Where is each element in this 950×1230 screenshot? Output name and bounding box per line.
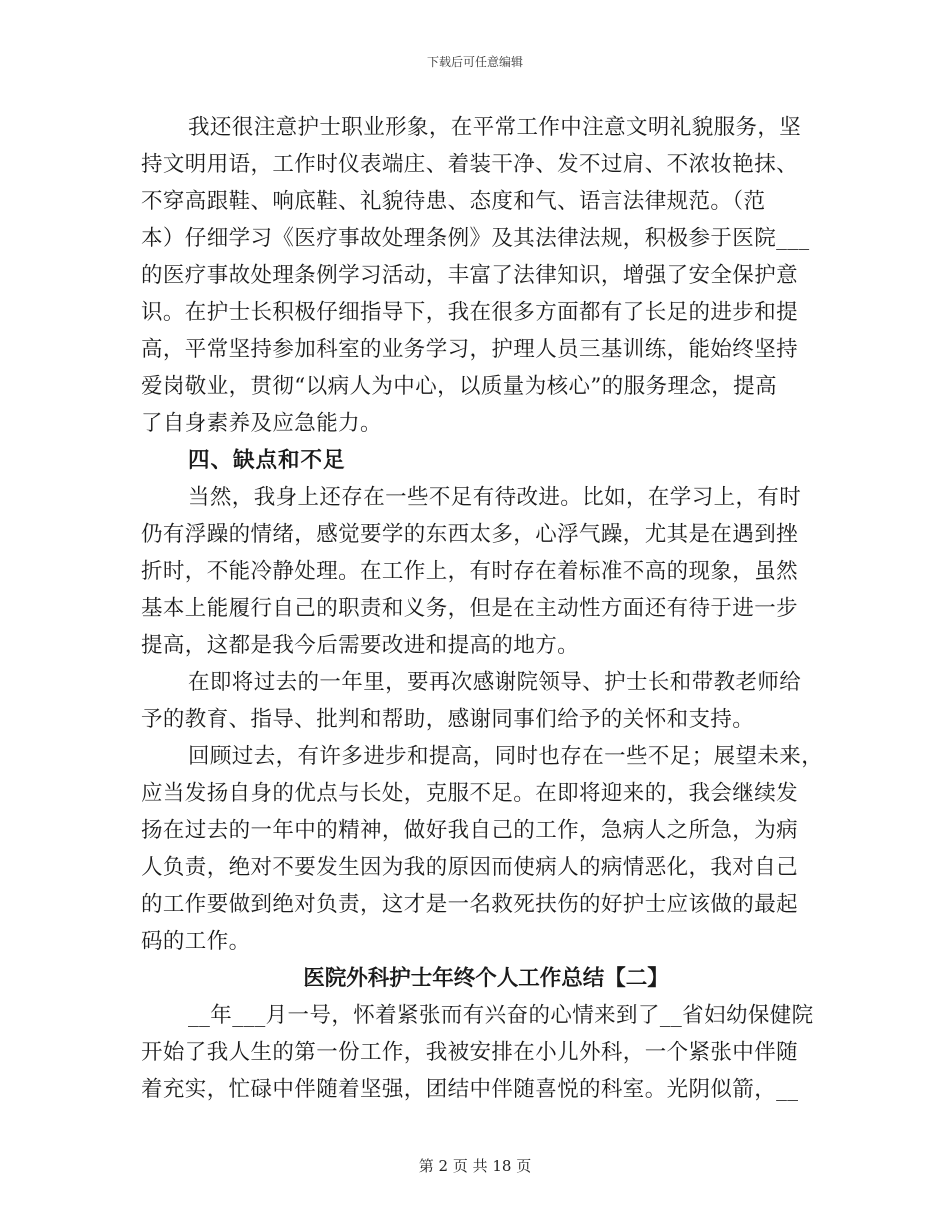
text-line: 人负责，绝对不要发生因为我的原因而使病人的病情恶化，我对自己 xyxy=(141,855,799,880)
text-line: 不穿高跟鞋、响底鞋、礼貌待患、态度和气、语言法律规范。（范 xyxy=(141,189,766,214)
text-line: 着充实，忙碌中伴随着坚强，团结中伴随喜悦的科室。光阴似箭，__ xyxy=(141,1077,799,1102)
text-line: 的工作要做到绝对负责，这才是一名救死扶伤的好护士应该做的最起 xyxy=(141,892,799,917)
paragraph-thanks xyxy=(141,664,811,738)
text-line: 当然，我身上还存在一些不足有待改进。比如，在学习上，有时 xyxy=(188,485,802,510)
text-line: 爱岗敬业，贯彻“以病人为中心，以质量为核心”的服务理念，提高 xyxy=(141,374,777,399)
text-line: 回顾过去，有许多进步和提高，同时也存在一些不足；展望未来， xyxy=(188,744,824,769)
section-title: 医院外科护士年终个人工作总结【二】 xyxy=(303,966,669,991)
text-line: 在即将过去的一年里，要再次感谢院领导、护士长和带教老师给 xyxy=(188,670,802,695)
text-line: 了自身素养及应急能力。 xyxy=(141,411,382,436)
text-line: 开始了我人生的第一份工作，我被安排在小儿外科，一个紧张中伴随 xyxy=(141,1040,799,1065)
paragraph-shortcomings xyxy=(141,479,811,664)
text-line: 扬在过去的一年中的精神，做好我自己的工作，急病人之所急，为病 xyxy=(141,818,799,843)
document-body xyxy=(141,109,824,1108)
paragraph-outlook xyxy=(141,738,824,960)
text-line: 的医疗事故处理条例学习活动，丰富了法律知识，增强了安全保护意 xyxy=(141,263,799,288)
text-line: 持文明用语，工作时仪表端庄、着装干净、发不过肩、不浓妆艳抹、 xyxy=(141,152,799,177)
text-line: 应当发扬自身的优点与长处，克服不足。在即将迎来的，我会继续发 xyxy=(141,781,799,806)
paragraph-professional-image xyxy=(141,109,811,442)
text-line: 我还很注意护士职业形象，在平常工作中注意文明礼貌服务，坚 xyxy=(188,115,802,140)
paragraph-intro-two xyxy=(141,997,814,1108)
page-number: 第 2 页 共 18 页 xyxy=(418,1157,532,1175)
text-line: 基本上能履行自己的职责和义务，但是在主动性方面还有待于进一步 xyxy=(141,596,799,621)
text-line: 高，平常坚持参加科室的业务学习，护理人员三基训练，能始终坚持 xyxy=(141,337,799,362)
text-line: 予的教育、指导、批判和帮助，感谢同事们给予的关怀和支持。 xyxy=(141,707,755,732)
text-line: 折时，不能冷静处理。在工作上，有时存在着标准不高的现象，虽然 xyxy=(141,559,799,584)
text-line: 识。在护士长积极仔细指导下，我在很多方面都有了长足的进步和提 xyxy=(141,300,799,325)
text-line: 仍有浮躁的情绪，感觉要学的东西太多，心浮气躁，尤其是在遇到挫 xyxy=(141,522,799,547)
header-note: 下载后可任意编辑 xyxy=(426,55,523,69)
text-line: 码的工作。 xyxy=(141,929,251,954)
text-line: 本）仔细学习《医疗事故处理条例》及其法律法规，积极参于医院___ xyxy=(141,226,810,251)
text-line: __年___月一号，怀着紧张而有兴奋的心情来到了__省妇幼保健院 xyxy=(188,1003,814,1028)
section-heading-shortcomings: 四、缺点和不足 xyxy=(188,448,346,473)
text-line: 提高，这都是我今后需要改进和提高的地方。 xyxy=(141,633,580,658)
